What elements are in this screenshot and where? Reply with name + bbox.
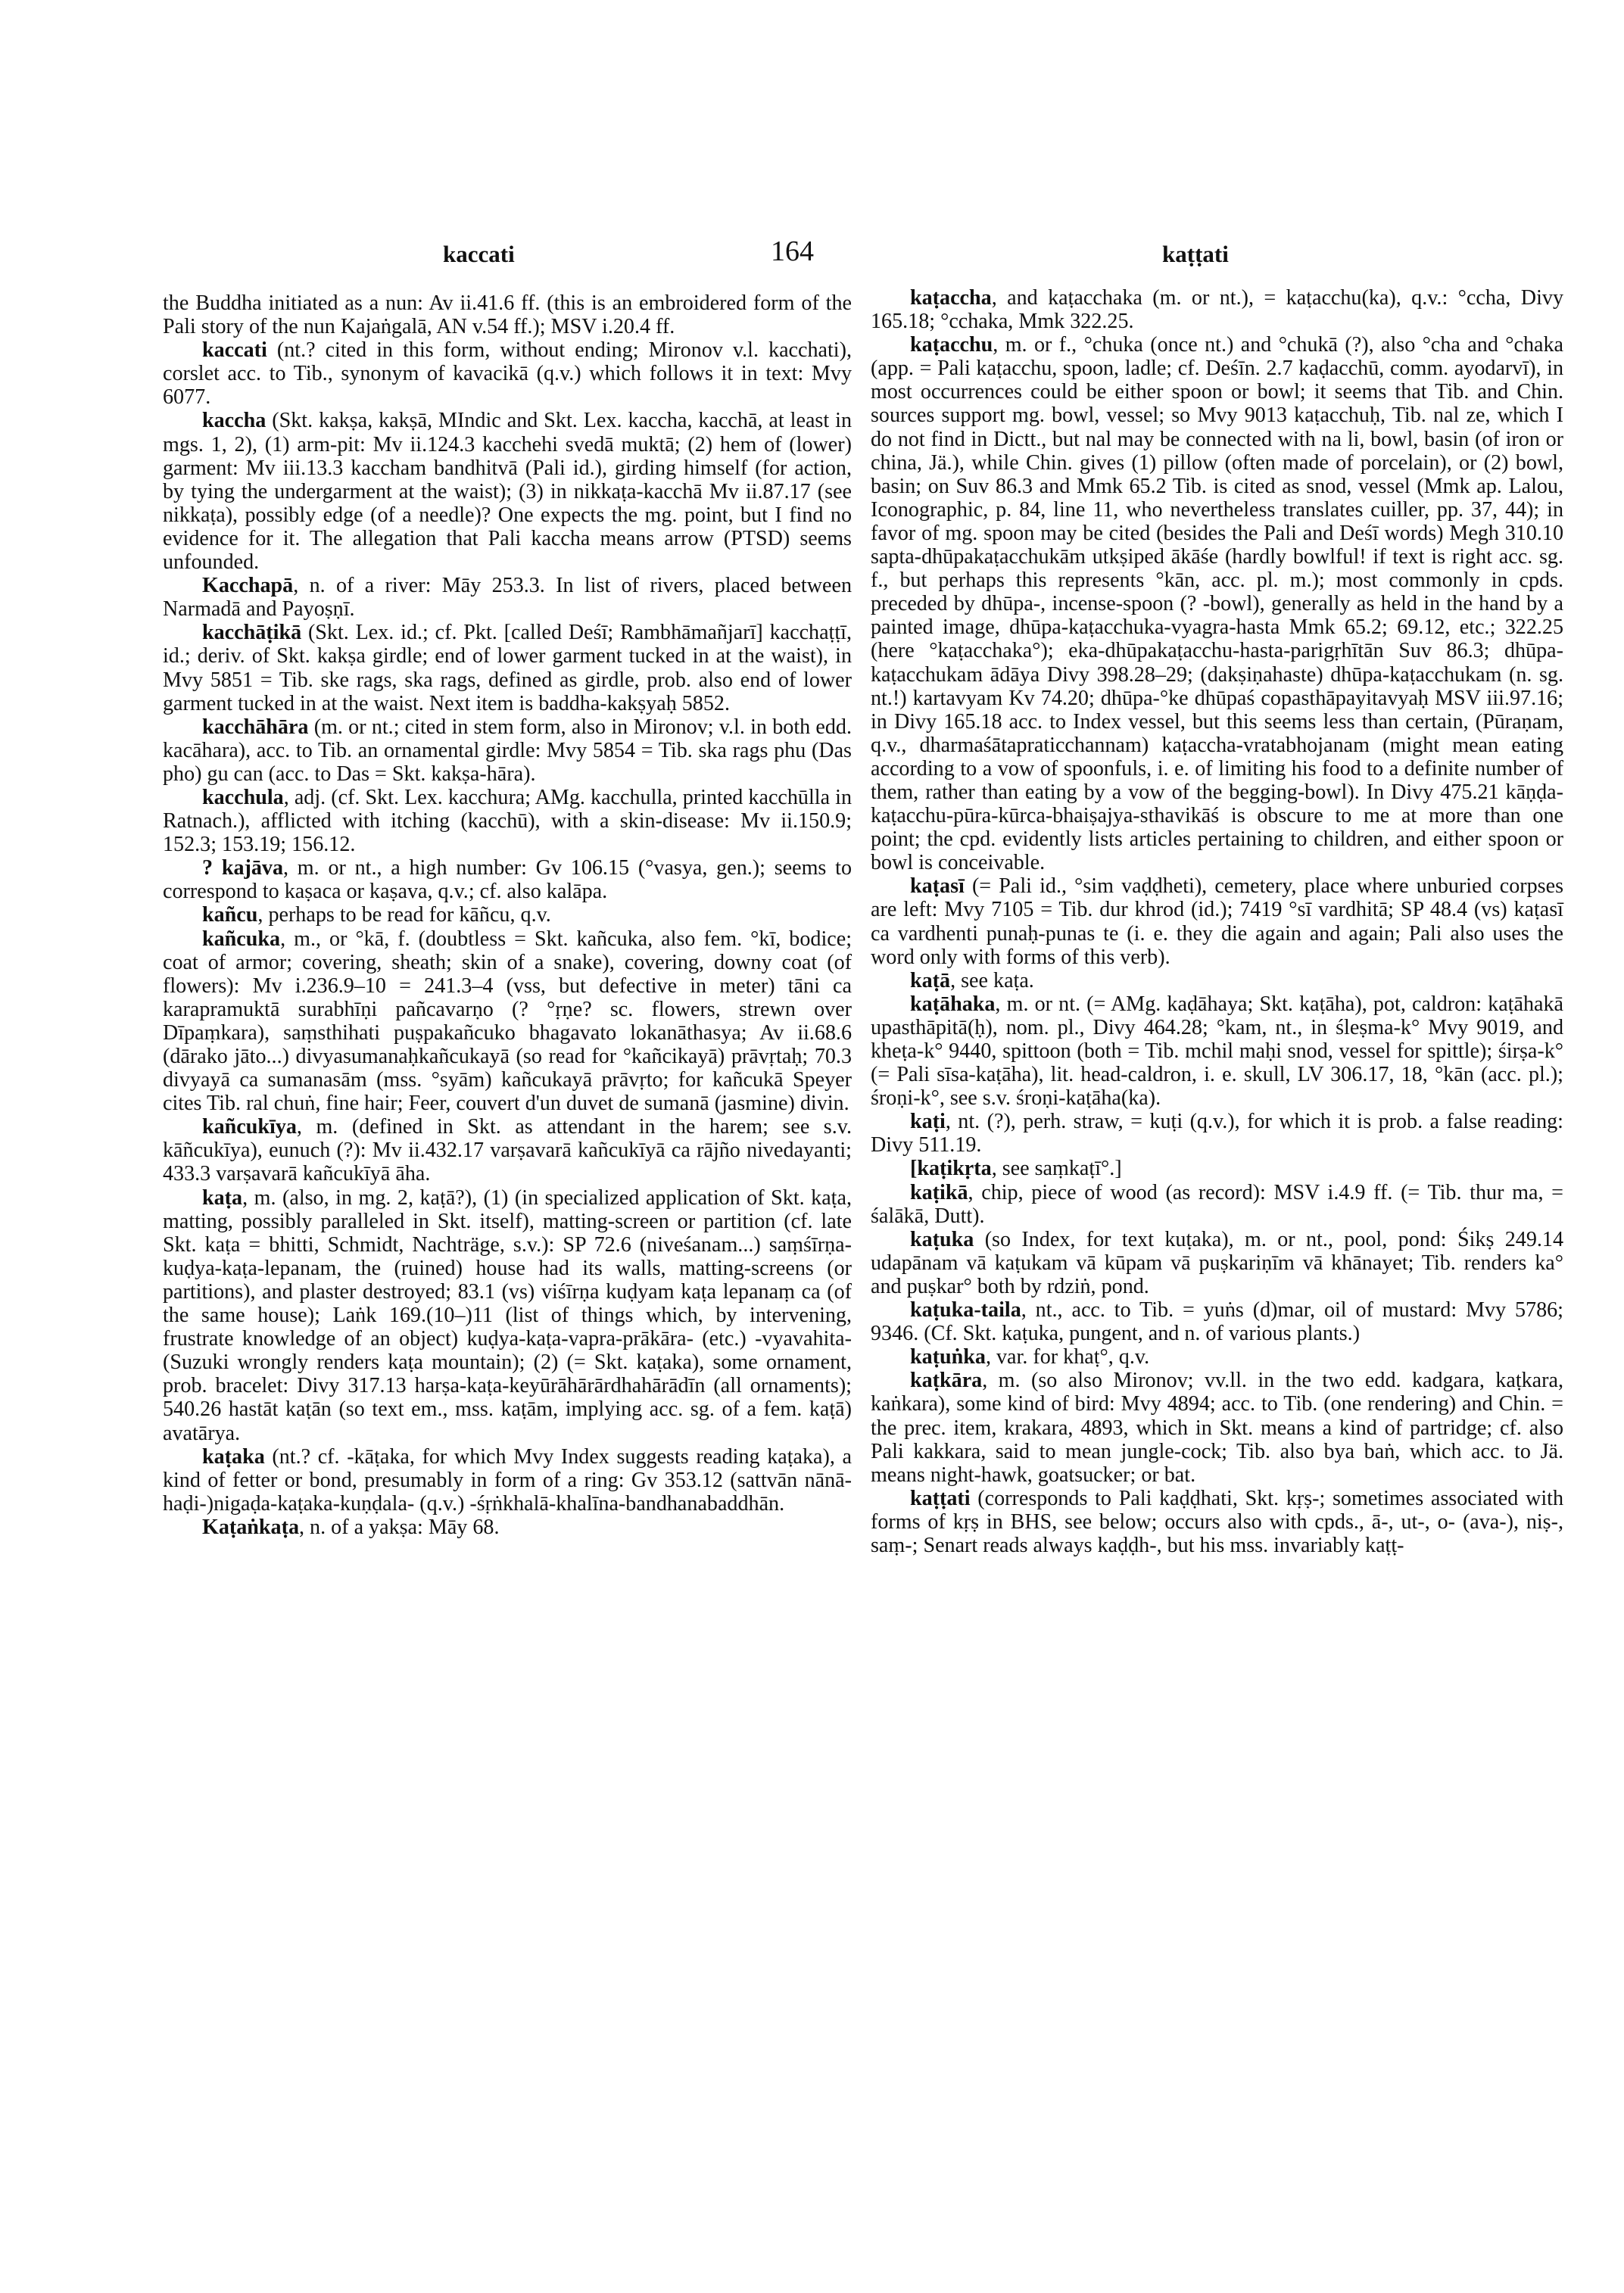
entry-text: , m. (also, in mg. 2, kaṭā?), (1) (in specialized application of Skt. kaṭa, matting, possibly paralleled in Skt. itself), matting-screen or partition (cf. late Skt. kaṭa = bhitti, Schmidt, Nachträge, s.v.): SP 72.6 (niveśanam...) saṃśīrṇa-kuḍya-kaṭa-lepanam, the (ruined) house had its walls, matting-screens (or partitions), and plaster destroyed; 83.1 (vs) viśīrṇa kuḍyam kaṭa lepanaṃ ca (of the same house); Laṅk 169.(10–)11 (list of things which, by intervening, frustrate knowledge of an object) kuḍya-kaṭa-vapra-prākāra- (etc.) -vyavahita- (Suzuki wrongly renders kaṭa mountain); (2) (= Skt. kaṭaka), some ornament, prob. bracelet: Divy 317.13 harṣa-kaṭa-keyūrāhārārdhahārādīn (all ornaments); 540.26 hastāt kaṭān (so text em., mss. kaṭām, implying acc. sg. of a fem. kaṭā) avatārya. (163, 1185, 852, 1445)
entry-text: , nt., acc. to Tib. = yuṅs (d)mar, oil of mustard: Mvy 5786; 9346. (Cf. Skt. kaṭuka, pungent, and n. of various plants.) (871, 1298, 1563, 1346)
dictionary-entry (871, 1298, 1563, 1345)
entry-headword: kaṭuka (910, 1227, 974, 1251)
dictionary-entry (871, 1369, 1563, 1486)
entry-text: , perhaps to be read for kāñcu, q.v. (257, 903, 551, 927)
entry-headword: kaṭacchu (910, 333, 993, 357)
entry-text: , n. of a yakṣa: Māy 68. (299, 1515, 500, 1539)
dictionary-entry (163, 409, 852, 574)
entry-headword: kaṭaka (202, 1444, 265, 1469)
dictionary-entry (871, 1228, 1563, 1298)
entry-text: , n. of a river: Māy 253.3. In list of rivers, placed between Narmadā and Payoṣṇī. (163, 574, 852, 622)
entry-headword: kaṭasī (910, 874, 965, 899)
dictionary-entry (163, 621, 852, 715)
dictionary-entry (163, 903, 852, 927)
entry-headword: kacchāṭikā (202, 621, 302, 645)
entry-headword: kacchāhāra (202, 715, 309, 739)
entry-text: , adj. (cf. Skt. Lex. kacchura; AMg. kacchulla, printed kacchūlla in Ratnach.), afflicted with itching (kacchū), with a skin-disease: Mv ii.150.9; 152.3; 153.19; 156.12. (163, 785, 852, 857)
entry-headword: kaccati (202, 338, 267, 363)
entry-text: , see saṃkaṭī°.] (991, 1157, 1122, 1181)
dictionary-entry (871, 992, 1563, 1110)
dictionary-entry (163, 1516, 852, 1539)
dictionary-entry (163, 291, 852, 338)
entry-headword: kañcuka (202, 927, 281, 951)
entry-text: (nt.? cf. -kāṭaka, for which Mvy Index suggests reading kaṭaka), a kind of fetter or bond, presumably in form of a ring: Gv 353.12 (sattvān nānā-haḍi-)nigaḍa-kaṭaka-kuṇḍala- (q.v.) -śṛṅkhalā-khalīna-bandhanabaddhān. (163, 1444, 852, 1516)
entry-headword: kañcu (202, 903, 258, 927)
entry-text: , chip, piece of wood (as record): MSV i.4.9 ff. (= Tib. thur ma, = śalākā, Dutt). (871, 1180, 1563, 1228)
entry-headword: kaṭikā (910, 1180, 968, 1204)
entry-headword: kaṭā (910, 968, 951, 992)
entry-text: (so Index, for text kuṭaka), m. or nt., pool, pond: Śikṣ 249.14 udapānam vā kaṭukam vā kūpam vā puṣkariṇīm vā khānayet; Tib. renders ka° and puṣkar° both by rdziṅ, pond. (871, 1227, 1563, 1298)
entry-headword: [kaṭikṛta (910, 1157, 992, 1181)
entry-headword: kaccha (202, 409, 267, 433)
dictionary-entry (871, 1181, 1563, 1228)
entry-headword: kaṭṭati (910, 1486, 971, 1510)
dictionary-entry (163, 1445, 852, 1516)
dictionary-entry (871, 874, 1563, 968)
dictionary-entry (871, 1157, 1563, 1180)
entry-text: (nt.? cited in this form, without ending; Mironov v.l. kacchati), corslet acc. to Tib., synonym of kavacikā (q.v.) which follows it in text: Mvy 6077. (163, 338, 852, 410)
entry-headword: Kaṭaṅkaṭa (202, 1515, 299, 1539)
entry-text: , m., or °kā, f. (doubtless = Skt. kañcuka, also fem. °kī, bodice; coat of armor; covering, sheath; skin of a snake), covering, downy coat (of flowers): Mv i.236.9–10 = 241.3–4 (vss, but defective in meter) tāni ca karapramuktā surabhīṇi pañcavarṇo (? °ṛṇe? sc. flowers, strewn over Dīpaṃkara), saṃsthihati puṣpakañcuko bhagavato lokanāthasya; Av ii.68.6 (dārako jāto...) divyasumanaḥkañcukayā (so read for °kañcikayā) prāvṛtaḥ; 70.3 divyayā ca sumanasām (mss. °syām) kañcukayā prāvṛto; for kañcukā Speyer cites Tib. ral chuṅ, fine hair; Feer, couvert d'un duvet de sumanā (jasmine) divin. (163, 927, 852, 1116)
entry-headword: kaṭuka-taila (910, 1298, 1021, 1323)
entry-headword: Kacchapā (202, 574, 294, 598)
entry-text: the Buddha initiated as a nun: Av ii.41.6 ff. (this is an embroidered form of the Pali story of the nun Kajaṅgalā, AN v.54 ff.); MSV i.20.4 ff. (163, 291, 852, 339)
dictionary-entry (163, 786, 852, 856)
entry-headword: kaṭāhaka (910, 992, 996, 1016)
entry-text: , m. or nt., a high number: Gv 106.15 (°vasya, gen.); seems to correspond to kaṣaca or kaṣava, q.v.; cf. also kalāpa. (163, 856, 852, 904)
header-right-word: kaṭṭati (1162, 241, 1229, 267)
entry-text: (Skt. Lex. id.; cf. Pkt. [called Deśī; Rambhāmañjarī] kacchaṭṭī, id.; deriv. of Skt. kakṣa girdle; end of lower garment tucked in at the waist), in Mvy 5851 = Tib. ske rags, ska rags, defined as girdle, prob. also end of lower garment tucked in at the waist. Next item is baddha-kakṣyaḥ 5852. (163, 621, 852, 715)
entry-headword: kaṭuṅka (910, 1345, 986, 1369)
dictionary-entry (871, 333, 1563, 874)
entry-headword: kaṭi (910, 1110, 946, 1134)
header-left-word: kaccati (443, 241, 515, 267)
entry-text: (= Pali id., °sim vaḍḍheti), cemetery, place where unburied corpses are left: Mvy 7105 = Tib. dur khrod (id.); 7419 °sī vardhitā; SP 48.4 (vs) kaṭasī ca vardhenti punaḥ-punas te (i. e. they die again and again; Pali also uses the word only with forms of this verb). (871, 874, 1563, 969)
entry-headword: kaṭaccha (910, 286, 992, 310)
entry-headword: kacchula (202, 785, 284, 809)
dictionary-entry (871, 969, 1563, 992)
entry-text: (m. or nt.; cited in stem form, also in Mironov; v.l. in both edd. kacāhara), acc. to Tib. an ornamental girdle: Mvy 5854 = Tib. ska rags phu (Das pho) gu can (acc. to Das = Skt. kakṣa-hāra). (163, 715, 852, 786)
dictionary-entry (871, 1487, 1563, 1557)
entry-headword: kaṭa (202, 1185, 243, 1210)
entry-text: , var. for khaṭ°, q.v. (985, 1345, 1150, 1369)
dictionary-entry (163, 715, 852, 786)
dictionary-entry (163, 574, 852, 621)
entry-text: , m. or f., °chuka (once nt.) and °chukā (?), also °cha and °chaka (app. = Pali kaṭacchu, spoon, ladle; cf. Deśīn. 2.7 kaḍacchū, comm. ayodarvī), in most occurrences could be either spoon or bowl; it seems that Tib. and Chin. sources support mg. bowl, vessel; so Mvy 9013 kaṭacchuḥ, Tib. nal ze, which I do not find in Dictt., but nal may be connected with na li, bowl, basin (of iron or china, Jä.), while Chin. gives (1) pillow (often made of porcelain), or (2) bowl, basin; on Suv 86.3 and Mmk 65.2 Tib. is cited as snod, vessel (Mmk ap. Lalou, Iconographic, p. 84, line 11, who nevertheless translates cuiller, pp. 37, 44); in favor of mg. spoon may be cited (besides the Pali and Deśī words) Megh 310.10 sapta-dhūpakaṭacchukām utkṣiped ākāśe (hardly bowlful! if text is right acc. sg. f., but perhaps this represents °kān, acc. pl. m.); most commonly in cpds. preceded by dhūpa-, incense-spoon (? -bowl), generally as held in the hand by a painted image, dhūpa-kaṭacchuka-vyagra-hasta Mmk 65.2; 69.12, etc.; 322.25 (here °kaṭacchaka°); eka-dhūpakaṭacchu-hasta-parigṛhītān Suv 86.3; dhūpa-kaṭacchukam ādāya Divy 398.28–29; (dakṣiṇahaste) dhūpa-kaṭacchukam (n. sg. nt.!) kartavyam Kv 74.20; dhūpa-°ke dhūpaś copasthāpayitavyaḥ MSV iii.97.16; in Divy 165.18 acc. to Index vessel, but this seems less than certain, (Pūraṇam, q.v., dharmaśātapraticchannam) kaṭaccha-vratabhojanam (might mean eating according to a vow of spoonfuls, i. e. of limiting his food to a definite number of them, rather than eating by a vow of the begging-bowl). In Divy 475.21 kāṇḍa-kaṭacchu-pūra-kūrca-bhaiṣajya-sthavikāś is obscure to me at more than one point; the cpd. evidently lists articles pertaining to children, and either spoon or bowl is conceivable. (871, 333, 1563, 875)
dictionary-entry (163, 1186, 852, 1445)
entry-text: , see kaṭa. (950, 968, 1034, 992)
entry-text: , m. (defined in Skt. as attendant in the harem; see s.v. kāñcukīya), eunuch (?): Mv ii.432.17 varṣavarā kañcukīyā ca rājño nivedayanti; 433.3 varṣavarā kañcukīyā āha. (163, 1115, 852, 1186)
entry-text: , m. (so also Mironov; vv.ll. in the two edd. kadgara, kaṭkara, kaṅkara), some kind of bird: Mvy 4894; acc. to Tib. (one rendering) and Chin. = the prec. item, krakara, 4893, which in Skt. means a kind of partridge; cf. also Pali kakkara, said to mean jungle-cock; Tib. also bya baṅ, which acc. to Jä. means night-hawk, goatsucker; or bat. (871, 1369, 1563, 1487)
entry-headword: ? kajāva (202, 856, 283, 880)
entry-text: , and kaṭacchaka (m. or nt.), = kaṭacchu(ka), q.v.: °ccha, Divy 165.18; °cchaka, Mmk 322.25. (871, 286, 1563, 334)
right-column (871, 286, 1563, 1557)
entry-headword: kañcukīya (202, 1115, 297, 1139)
entry-text: , m. or nt. (= AMg. kaḍāhaya; Skt. kaṭāha), pot, caldron: kaṭāhakā upasthāpitā(ḥ), nom. pl., Divy 464.28; °kam, nt., in śleṣma-k° Mvy 9019, and kheṭa-k° 9440, spittoon (both = Tib. mchil maḥi snod, vessel for spittle); śirṣa-k° (= Pali sīsa-kaṭāha), lit. head-caldron, i. e. skull, LV 306.17, 18, °kān (acc. pl.); śroṇi-k°, see s.v. śroṇi-kaṭāha(ka). (871, 992, 1563, 1111)
dictionary-entry (163, 927, 852, 1116)
dictionary-entry (163, 338, 852, 409)
dictionary-entry (871, 1110, 1563, 1157)
dictionary-entry (163, 1115, 852, 1185)
left-column (163, 291, 852, 1539)
entry-text: (corresponds to Pali kaḍḍhati, Skt. kṛṣ-; sometimes associated with forms of kṛṣ in BHS, see below; occurs also with cpds., ā-, ut-, o- (ava-), niṣ-, saṃ-; Senart reads always kaḍḍh-, but his mss. invariably kaṭṭ- (871, 1486, 1563, 1557)
dictionary-entry (871, 286, 1563, 333)
page-header (0, 235, 1624, 279)
page-number: 164 (771, 235, 814, 267)
dictionary-entry (163, 856, 852, 903)
dictionary-entry (871, 1345, 1563, 1369)
entry-text: (Skt. kakṣa, kakṣā, MIndic and Skt. Lex. kaccha, kacchā, at least in mgs. 1, 2), (1) arm-pit: Mv ii.124.3 kacchehi svedā muktā; (2) hem of (lower) garment: Mv iii.13.3 kaccham bandhitvā (Pali id.), girding himself (for action, by tying the undergarment at the waist); (3) in nikkaṭa-kacchā Mv ii.87.17 (see nikkaṭa), possibly edge (of a needle)? One expects the mg. point, but I find no evidence for it. The allegation that Pali kaccha means arrow (PTSD) seems unfounded. (163, 409, 852, 575)
entry-text: , nt. (?), perh. straw, = kuṭi (q.v.), for which it is prob. a false reading: Divy 511.19. (871, 1110, 1563, 1157)
entry-headword: kaṭkāra (910, 1369, 983, 1393)
